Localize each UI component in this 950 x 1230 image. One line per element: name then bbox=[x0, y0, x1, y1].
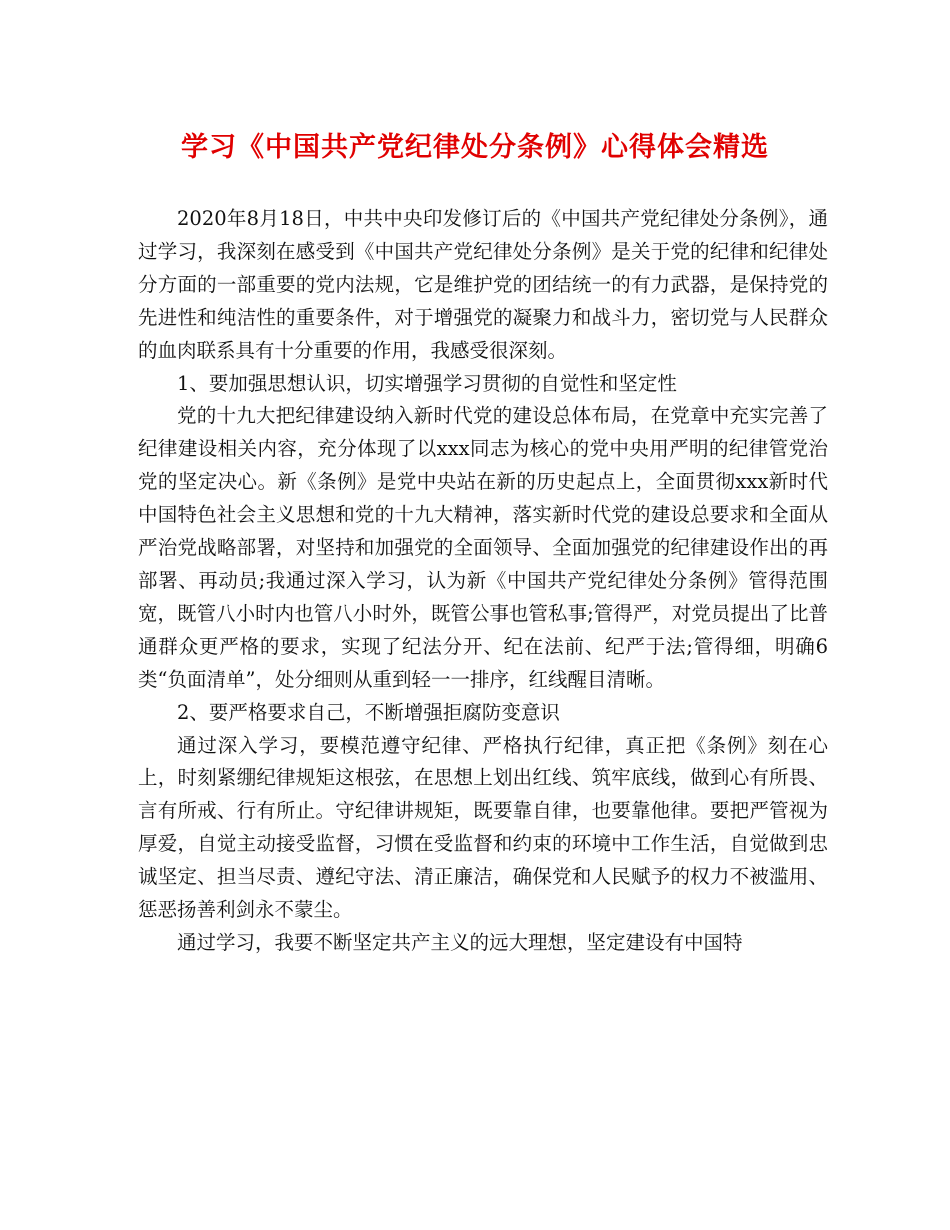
document-title: 学习《中国共产党纪律处分条例》心得体会精选 bbox=[181, 132, 769, 163]
closing-paragraph: 通过学习，我要不断坚定共产主义的远大理想，坚定建设有中国特 bbox=[177, 930, 743, 954]
document-body bbox=[138, 203, 828, 960]
section-1-paragraph: 党的十九大把纪律建设纳入新时代党的建设总体布局，在党章中充实完善了纪律建设相关内容，充分体现了以xxx同志为核心的党中央用严明的纪律管党治党的坚定决心。新《条例》是党中央站在新的历史起点上，全面贯彻xxx新时代中国特色社会主义思想和党的十九大精神，落实新时代党的建设总要求和全面从严治党战略部署，对坚持和加强党的全面领导、全面加强党的纪律建设作出的再部署、再动员;我通过深入学习，认为新《中国共产党纪律处分条例》管得范围宽，既管八小时内也管八小时外，既管公事也管私事;管得严，对党员提出了比普通群众更严格的要求，实现了纪法分开、纪在法前、纪严于法;管得细，明确6类“负面清单”，处分细则从重到轻一一排序，红线醒目清晰。 bbox=[138, 404, 828, 691]
section-heading-2: 2、要严格要求自己，不断增强拒腐防变意识 bbox=[177, 700, 560, 724]
section-2-paragraph: 通过深入学习，要模范遵守纪律、严格执行纪律，真正把《条例》刻在心上，时刻紧绷纪律规矩这根弦，在思想上划出红线、筑牢底线，做到心有所畏、言有所戒、行有所止。守纪律讲规矩，既要靠自律，也要靠他律。要把严管视为厚爱，自觉主动接受监督，习惯在受监督和约束的环境中工作生活，自觉做到忠诚坚定、担当尽责、遵纪守法、清正廉洁，确保党和人民赋予的权力不被滥用、惩恶扬善利剑永不蒙尘。 bbox=[138, 733, 828, 922]
section-heading-1: 1、要加强思想认识，切实增强学习贯彻的自觉性和坚定性 bbox=[177, 371, 677, 395]
intro-paragraph: 2020年8月18日，中共中央印发修订后的《中国共产党纪律处分条例》，通过学习，我深刻在感受到《中国共产党纪律处分条例》是关于党的纪律和纪律处分方面的一部重要的党内法规，它是维护党的团结统一的有力武器，是保持党的先进性和纯洁性的重要条件，对于增强党的凝聚力和战斗力，密切党与人民群众的血肉联系具有十分重要的作用，我感受很深刻。 bbox=[138, 207, 828, 362]
